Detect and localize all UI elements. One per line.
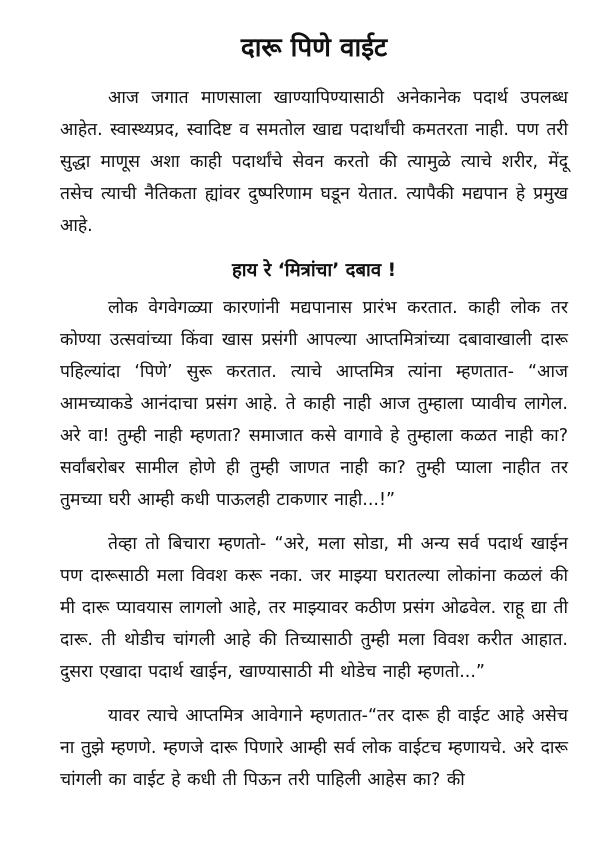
paragraph-refusal: तेव्हा तो बिचारा म्हणतो- “अरे, मला सोडा, मी अन्य सर्व पदार्थ खाईन पण दारूसाठी मला विवश करू नका. जर माझ्या घरातल्या लोकांना कळलं की मी दारू प्यावयास लागलो आहे, तर माझ्यावर कठीण प्रसंग ओढवेल. राहू द्या ती दारू. ती थोडीच चांगली आहे की तिच्यासाठी तुम्ही मला विवश करीत आहात. दुसरा एखादा पदार्थ खाईन, खाण्यासाठी मी थोडेच नाही म्हणतो...”: [60, 534, 568, 682]
paragraph-intro: आज जगात माणसाला खाण्यापिण्यासाठी अनेकानेक पदार्थ उपलब्ध आहेत. स्वास्थ्यप्रद, स्वादिष्ट व समतोल खाद्य पदार्थांची कमतरता नाही. पण तरी सुद्धा माणूस अशा काही पदार्थांचे सेवन करतो की त्यामुळे त्याचे शरीर, मेंदू तसेच त्याची नैतिकता ह्यांवर दुष्परिणाम घडून येतात. त्यापैकी मद्यपान हे प्रमुख आहे.: [60, 88, 568, 236]
section-heading: हाय रे ‘मित्रांचा’ दबाव !: [231, 260, 397, 281]
paragraph-friends-reply: यावर त्याचे आप्तमित्र आवेगाने म्हणतात-“तर दारू ही वाईट आहे असेच ना तुझे म्हणणे. म्हणजे दारू पिणारे आम्ही सर्व लोक वाईटच म्हणायचे. अरे दारू चांगली का वाईट हे कधी ती पिऊन तरी पाहिली आहेस का? की: [60, 706, 568, 790]
page-title: दारू पिणे वाईट: [240, 33, 388, 63]
paragraph-friends-pressure: लोक वेगवेगळ्या कारणांनी मद्यपानास प्रारंभ करतात. काही लोक तर कोण्या उत्सवांच्या किंवा खास प्रसंगी आपल्या आप्तमित्रांच्या दबावाखाली दारू पहिल्यांदा ‘पिणे’ सुरू करतात. त्याचे आप्तमित्र त्यांना म्हणतात- “आज आमच्याकडे आनंदाचा प्रसंग आहे. ते काही नाही आज तुम्हाला प्यावीच लागेल. अरे वा! तुम्ही नाही म्हणता? समाजात कसे वागावे हे तुम्हाला कळत नाही का? सर्वांबरोबर सामील होणे ही तुम्ही जाणत नाही का? तुम्ही प्याला नाहीत तर तुमच्या घरी आम्ही कधी पाऊलही टाकणार नाही...!”: [60, 298, 568, 510]
